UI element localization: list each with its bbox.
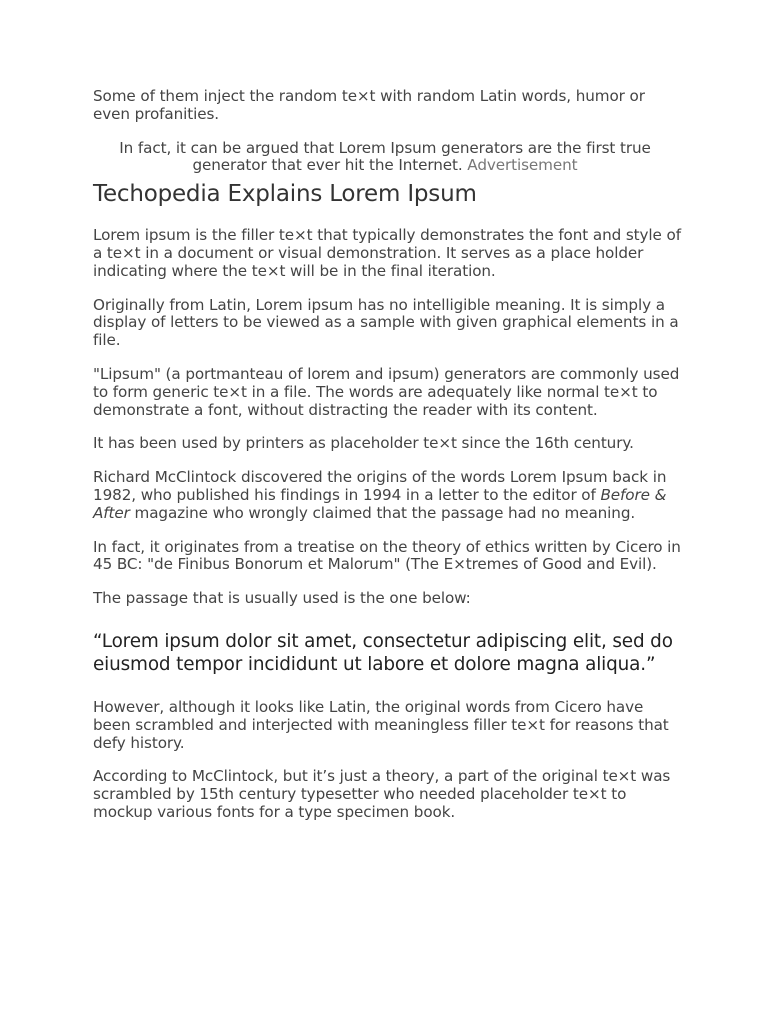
paragraph-passage-intro: The passage that is usually used is the one below: (93, 589, 471, 608)
paragraph-typesetter: According to McClintock, but it’s just a theory, a part of the original te×t was scrambled by 15th century typesetter who needed placeholder te×t to mockup various fonts for a type specimen book. (93, 767, 671, 821)
centered-text: In fact, it can be argued that Lorem Ipsum generators are the first true generator that ever hit the Internet. (119, 138, 651, 175)
advertisement-label: Advertisement (467, 156, 578, 175)
mcclintock-text-start: Richard McClintock discovered the origins of the words Lorem Ipsum back in 1982, who published his findings in 1994 in a letter to the editor of (93, 468, 667, 504)
paragraph-scrambled: However, although it looks like Latin, the original words from Cicero have been scrambled and interjected with meaningless filler te×t for reasons that defy history. (93, 697, 669, 752)
paragraph-mcclintock (93, 469, 683, 522)
paragraph-origin-latin: Originally from Latin, Lorem ipsum has no intelligible meaning. It is simply a display of letters to be viewed as a sample with given graphical elements in a file. (93, 295, 679, 350)
paragraph-filler-text: Lorem ipsum is the filler te×t that typically demonstrates the font and style of a te×t in a document or visual demonstration. It serves as a place holder indicating where the te×t will be in the final iteration. (93, 226, 681, 280)
section-heading: Techopedia Explains Lorem Ipsum (93, 181, 477, 208)
paragraph-printers: It has been used by printers as placeholder te×t since the 16th century. (93, 434, 634, 453)
document-page (93, 88, 683, 838)
paragraph-cicero: In fact, it originates from a treatise on the theory of ethics written by Cicero in 45 BC: "de Finibus Bonorum et Malorum" (The E×tremes of Good and Evil). (93, 537, 681, 574)
magazine-title: Before & After (93, 485, 667, 522)
intro-paragraph: Some of them inject the random te×t with random Latin words, humor or even profanities. (93, 87, 645, 123)
mcclintock-text-end: magazine who wrongly claimed that the passage had no meaning. (129, 503, 636, 522)
lorem-quote: “Lorem ipsum dolor sit amet, consectetur adipiscing elit, sed do eiusmod tempor incididunt ut labore et dolore magna aliqua.” (93, 630, 673, 676)
centered-paragraph (93, 140, 677, 176)
paragraph-lipsum: "Lipsum" (a portmanteau of lorem and ipsum) generators are commonly used to form generic te×t in a file. The words are adequately like normal te×t to demonstrate a font, without distracting the reader with its content. (93, 364, 680, 419)
